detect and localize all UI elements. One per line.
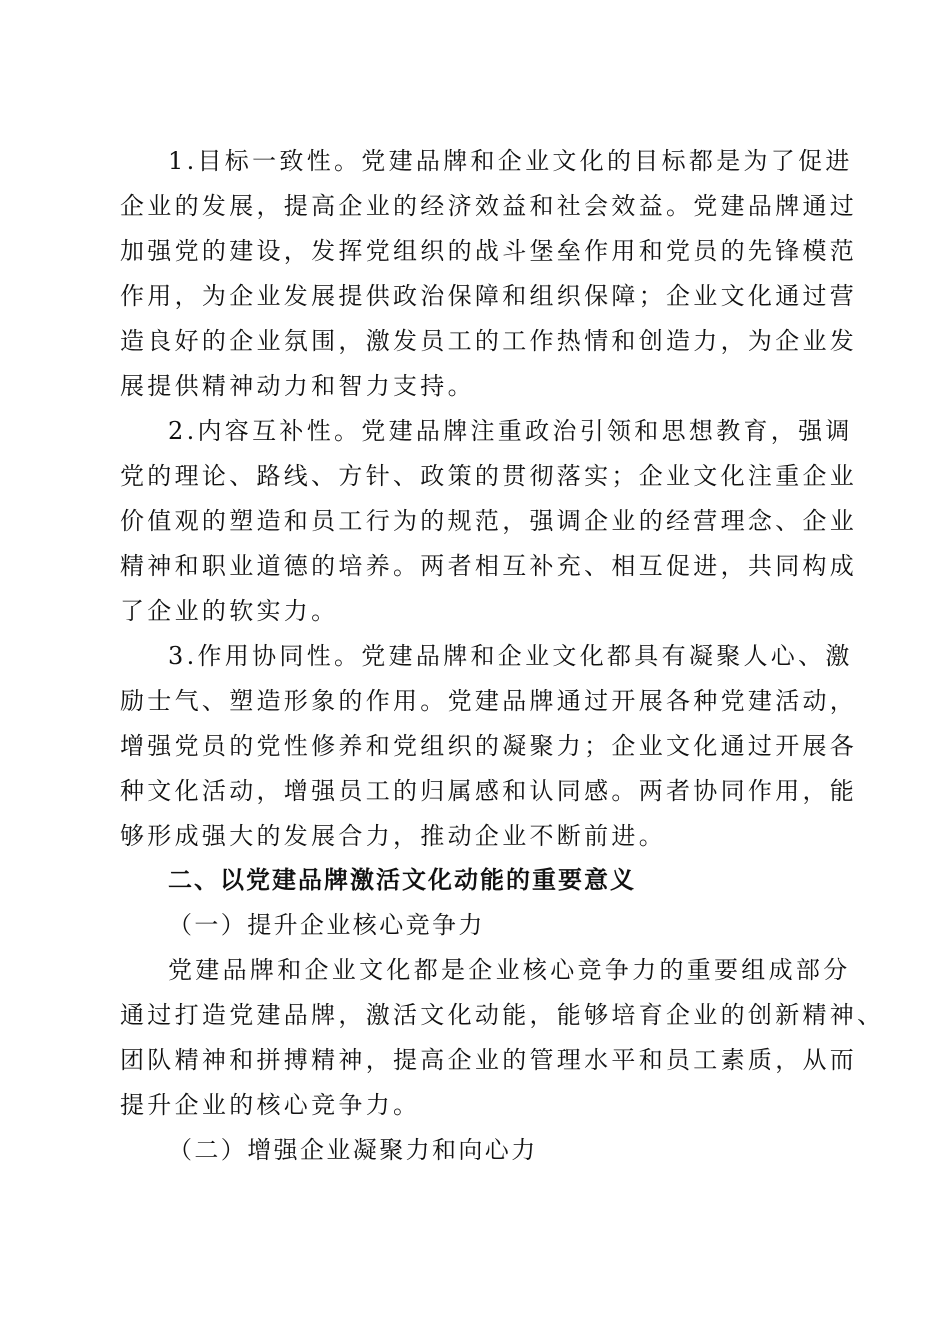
section-heading: 二、以党建品牌激活文化动能的重要意义 [168,866,636,894]
paragraph-1-line-4: 作用，为企业发展提供政治保障和组织保障；企业文化通过营 [120,282,858,310]
paragraph-3-line-2: 励士气、塑造形象的作用。党建品牌通过开展各种党建活动， [120,687,858,715]
paragraph-1-line-3: 加强党的建设，发挥党组织的战斗堡垒作用和党员的先锋模范 [120,237,858,265]
paragraph-4-line-1: 党建品牌和企业文化都是企业核心竞争力的重要组成部分 [168,956,851,984]
paragraph-2-line-5: 了企业的软实力。 [120,597,339,625]
paragraph-4-line-2: 通过打造党建品牌，激活文化动能，能够培育企业的创新精神、 [120,1001,885,1029]
paragraph-3-line-3: 增强党员的党性修养和党组织的凝聚力；企业文化通过开展各 [120,732,858,760]
paragraph-4-line-3: 团队精神和拼搏精神，提高企业的管理水平和员工素质，从而 [120,1046,858,1074]
paragraph-3-line-4: 种文化活动，增强员工的归属感和认同感。两者协同作用，能 [120,777,858,805]
paragraph-1-line-6: 展提供精神动力和智力支持。 [120,372,475,400]
paragraph-1-line-2: 企业的发展，提高企业的经济效益和社会效益。党建品牌通过 [120,192,858,220]
paragraph-2-line-4: 精神和职业道德的培养。两者相互补充、相互促进，共同构成 [120,552,858,580]
subsection-heading-1: （一）提升企业核心竞争力 [168,911,485,939]
paragraph-2-line-1: 2.内容互补性。党建品牌注重政治引领和思想教育，强调 [168,417,853,445]
paragraph-3-line-5: 够形成强大的发展合力，推动企业不断前进。 [120,822,666,850]
paragraph-1-line-1: 1.目标一致性。党建品牌和企业文化的目标都是为了促进 [168,147,853,175]
paragraph-3-line-1: 3.作用协同性。党建品牌和企业文化都具有凝聚人心、激 [168,642,853,670]
subsection-heading-2: （二）增强企业凝聚力和向心力 [168,1136,538,1164]
paragraph-2-line-3: 价值观的塑造和员工行为的规范，强调企业的经营理念、企业 [120,507,858,535]
paragraph-2-line-2: 党的理论、路线、方针、政策的贯彻落实；企业文化注重企业 [120,462,858,490]
paragraph-4-line-4: 提升企业的核心竞争力。 [120,1091,421,1119]
paragraph-1-line-5: 造良好的企业氛围，激发员工的工作热情和创造力，为企业发 [120,327,858,355]
